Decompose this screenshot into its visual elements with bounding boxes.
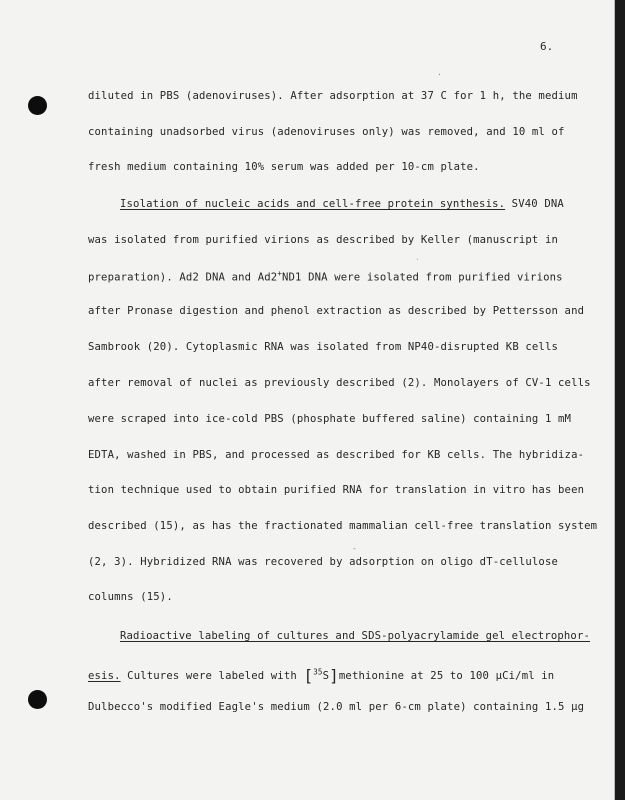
text-span: preparation). Ad2 DNA and Ad2: [88, 271, 278, 284]
text-line: after Pronase digestion and phenol extraction as described by Pettersson and: [88, 305, 585, 317]
text-line: described (15), as has the fractionated mammalian cell-free translation system: [88, 520, 598, 532]
text-line: [120, 198, 564, 210]
text-line: after removal of nuclei as previously described (2). Monolayers of CV-1 cells: [88, 377, 591, 389]
text-line: [88, 664, 554, 683]
text-line: (2, 3). Hybridized RNA was recovered by adsorption on oligo dT-cellulose: [88, 556, 559, 568]
superscript: +: [277, 269, 282, 278]
text-line: fresh medium containing 10% serum was added per 10-cm plate.: [88, 161, 480, 173]
bracket: [: [303, 666, 314, 685]
pencil-mark: ·: [437, 70, 442, 79]
text-line: containing unadsorbed virus (adenoviruses only) was removed, and 10 ml of: [88, 126, 565, 138]
text-line: EDTA, washed in PBS, and processed as described for KB cells. The hybridiza-: [88, 449, 585, 461]
text-span: methionine at 25 to 100 μCi/ml in: [338, 670, 555, 682]
page-number: 6.: [540, 40, 554, 53]
pencil-mark: ˊ: [415, 258, 420, 267]
text-span: ND1 DNA were isolated from purified virions: [281, 271, 563, 284]
superscript: 35: [313, 667, 323, 677]
text-line: Dulbecco's modified Eagle's medium (2.0 ml per 6-cm plate) containing 1.5 μg: [88, 701, 585, 713]
text-line: Sambrook (20). Cytoplasmic RNA was isolated from NP40-disrupted KB cells: [88, 341, 559, 353]
text-line: were scraped into ice-cold PBS (phosphate buffered saline) containing 1 mM: [88, 413, 572, 425]
section-heading: Isolation of nucleic acids and cell-free protein synthesis.: [120, 198, 506, 210]
section-heading: esis.: [88, 670, 121, 682]
text-span: SV40 DNA: [505, 198, 564, 210]
text-line: tion technique used to obtain purified RNA for translation in vitro has been: [88, 484, 585, 496]
text-span: S: [322, 670, 330, 682]
section-heading: Radioactive labeling of cultures and SDS-polyacrylamide gel electrophor-: [120, 630, 591, 642]
text-line: [88, 269, 563, 284]
text-line: columns (15).: [88, 591, 173, 603]
text-line: was isolated from purified virions as described by Keller (manuscript in: [88, 234, 559, 246]
text-line: diluted in PBS (adenoviruses). After adsorption at 37 C for 1 h, the medium: [88, 90, 578, 102]
text-span: Cultures were labeled with: [120, 670, 304, 682]
punch-hole: [28, 96, 47, 115]
bracket: ]: [329, 666, 339, 685]
text-line: [120, 630, 590, 642]
pencil-mark: ‐: [352, 544, 357, 553]
punch-hole: [28, 690, 47, 709]
